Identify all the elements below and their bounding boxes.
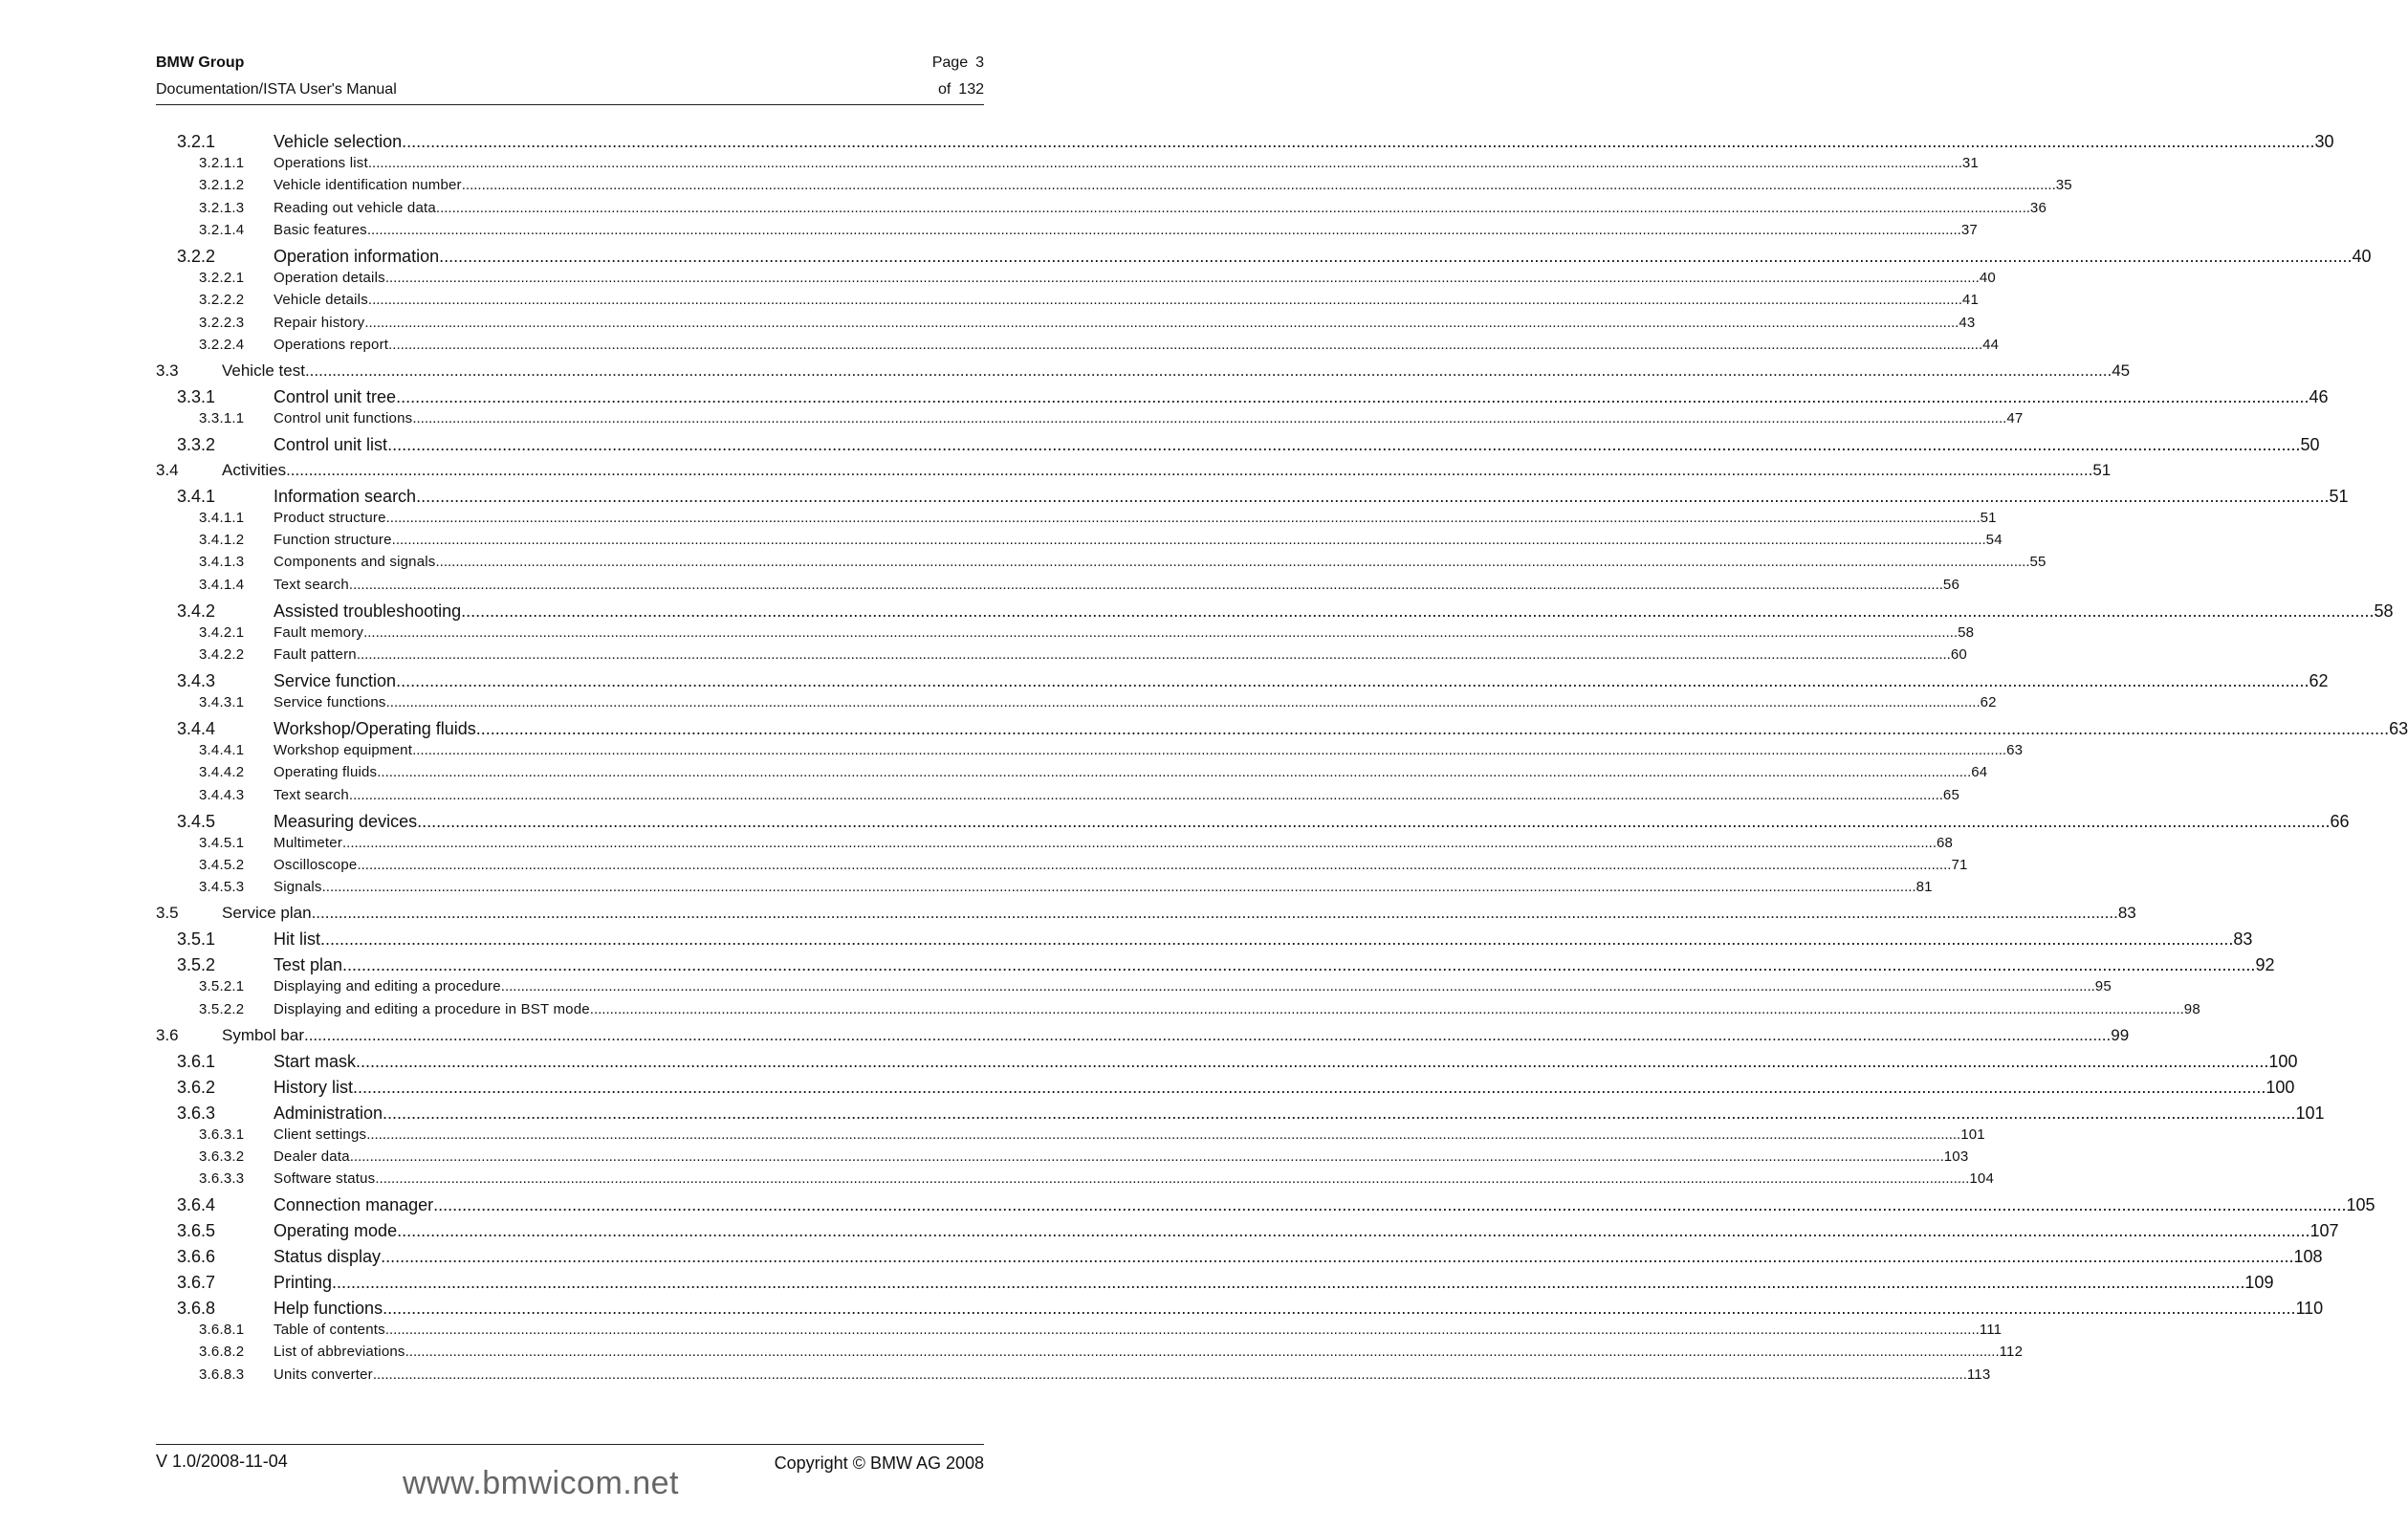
toc-label[interactable]: Help functions [274,1299,383,1319]
toc-number: 3.6.3.2 [199,1148,245,1165]
toc-label[interactable]: Displaying and editing a procedure in BST mode [274,1000,590,1017]
dot-leader: ................................................................................................................................................................................................................................................................................................................................................................................................................ [356,646,1951,663]
toc-number: 3.3.1 [177,386,216,406]
toc-number: 3.6.3.1 [199,1126,245,1143]
toc-page-number: 111 [1979,1322,2003,1339]
toc-label[interactable]: Table of contents [274,1322,385,1339]
dot-leader: ................................................................................................................................................................................................................................................................................................................................................................................................................ [375,1170,1970,1188]
toc-label[interactable]: Operating mode [274,1221,398,1241]
toc-entry[interactable] [156,460,2112,480]
toc-number: 3.4.1.2 [199,532,245,549]
toc-label[interactable]: Control unit functions [274,409,413,426]
toc-label[interactable]: Operation details [274,269,385,286]
dot-leader: ................................................................................................................................................................................................................................................................................................................................................................................................................ [349,1148,1944,1165]
dot-leader: ................................................................................................................................................................................................................................................................................................................................................................................................................ [589,1000,2184,1017]
toc-entry[interactable] [156,786,1959,803]
toc-entry[interactable] [156,361,2131,381]
toc-number: 3.4.4.1 [199,742,245,758]
toc-label[interactable]: Signals [274,879,322,896]
toc-entry[interactable] [156,1366,1991,1383]
dot-leader: ................................................................................................................................................................................................................................................................................................................................................................................................................ [391,532,1986,549]
toc-number: 3.4.1.4 [199,576,245,593]
toc-number: 3.4.3.1 [199,694,245,710]
toc-label[interactable]: Vehicle selection [274,132,403,151]
dot-leader: ................................................................................................................................................................................................................................................................................................................................................................................................................ [372,1366,1967,1383]
toc-label[interactable]: Operating fluids [274,764,378,781]
dot-leader: ................................................................................................................................................................................................................................................................................................................................................................................................................ [348,576,1943,593]
dot-leader: ................................................................................................................................................................................................................................................................................................................................................................................................................ [417,811,2331,831]
toc-label[interactable]: Hit list [274,929,320,950]
toc-page-number: 109 [2244,1273,2274,1293]
toc-entry[interactable] [156,177,2072,194]
toc-number: 3.4.4 [177,719,216,738]
toc-number: 3.5.2.1 [199,978,245,995]
toc-number: 3.4.5 [177,811,216,831]
toc-entry[interactable] [156,314,1976,331]
toc-entry[interactable] [156,386,2329,407]
toc-number: 3.4.4.3 [199,786,245,803]
toc-entry[interactable] [156,1195,2375,1215]
page-header [156,53,984,105]
toc-entry[interactable] [156,132,2334,152]
dot-leader: ................................................................................................................................................................................................................................................................................................................................................................................................................ [387,434,2301,454]
toc-number: 3.6.8 [177,1299,216,1319]
toc-label[interactable]: Status display [274,1247,382,1267]
toc-number: 3.2.1.2 [199,177,245,194]
toc-label[interactable]: List of abbreviations [274,1344,405,1361]
toc-number: 3.4.5.3 [199,879,245,896]
dot-leader: ................................................................................................................................................................................................................................................................................................................................................................................................................ [311,904,2118,923]
toc-page-number: 47 [2006,409,2024,426]
dot-leader: ................................................................................................................................................................................................................................................................................................................................................................................................................ [364,314,1959,331]
toc-page-number: 99 [2111,1025,2130,1044]
dot-leader: ................................................................................................................................................................................................................................................................................................................................................................................................................ [384,1322,1980,1339]
toc-entry[interactable] [156,1025,2130,1045]
toc-label[interactable]: Oscilloscope [274,856,358,873]
toc-number: 3.6.1 [177,1051,216,1071]
toc-entry[interactable] [156,509,1997,526]
toc-page-number: 62 [1980,694,1997,710]
toc-entry[interactable] [156,601,2394,622]
toc-page-number: 63 [2006,742,2024,758]
copyright: Copyright © BMW AG 2008 [774,1454,984,1473]
toc-page-number: 44 [1982,336,2000,353]
toc-page-number: 54 [1985,532,2003,549]
toc-page-number: 64 [1971,764,1988,781]
toc-entry[interactable] [156,532,2003,549]
toc-entry[interactable] [156,694,1997,710]
toc-label[interactable]: Control unit tree [274,386,397,406]
toc-number: 3.5 [156,904,179,923]
dot-leader: ................................................................................................................................................................................................................................................................................................................................................................................................................ [388,336,1983,353]
toc-number: 3.4.1.1 [199,509,245,526]
dot-leader: ................................................................................................................................................................................................................................................................................................................................................................................................................ [332,1273,2245,1293]
toc-label[interactable]: Displaying and editing a procedure [274,978,501,995]
dot-leader: ................................................................................................................................................................................................................................................................................................................................................................................................................ [303,1025,2112,1044]
toc-number: 3.5.2.2 [199,1000,245,1017]
toc-label[interactable]: Start mask [274,1051,357,1071]
page-total [938,81,984,98]
toc-page-number: 65 [1942,786,1959,803]
toc-number: 3.6.8.3 [199,1366,245,1383]
toc-entry[interactable] [156,554,2047,571]
toc-number: 3.4.1 [177,486,216,506]
toc-page-number: 100 [2266,1077,2295,1097]
dot-leader: ................................................................................................................................................................................................................................................................................................................................................................................................................ [439,246,2353,266]
toc-page-number: 55 [2029,554,2047,571]
toc-entry[interactable] [156,1000,2200,1017]
document-title: Documentation/ISTA User's Manual [156,81,397,98]
toc-page-number: 103 [1943,1148,1969,1165]
toc-page-number: 50 [2300,434,2320,454]
toc-page-number: 105 [2346,1195,2375,1215]
toc-label[interactable]: Vehicle identification number [274,177,462,194]
toc-number: 3.2.2.2 [199,292,245,309]
toc-entry[interactable] [156,929,2253,950]
dot-leader: ................................................................................................................................................................................................................................................................................................................................................................................................................ [353,1077,2266,1097]
toc-page-number: 40 [1979,269,1996,286]
toc-entry[interactable] [156,155,1979,171]
toc-label[interactable]: Fault pattern [274,646,357,663]
toc-label[interactable]: Vehicle test [222,361,305,380]
toc-label[interactable]: Printing [274,1273,333,1293]
toc-number: 3.6.5 [177,1221,216,1241]
toc-entry[interactable] [156,1273,2274,1293]
toc-label[interactable]: Units converter [274,1366,373,1383]
toc-number: 3.4.2.1 [199,623,245,641]
dot-leader: ................................................................................................................................................................................................................................................................................................................................................................................................................ [357,856,1952,873]
toc-page-number: 101 [1960,1126,1985,1143]
toc-number: 3.6.6 [177,1247,216,1267]
toc-page-number: 113 [1966,1366,1991,1383]
toc-entry[interactable] [156,199,2047,216]
dot-leader: ................................................................................................................................................................................................................................................................................................................................................................................................................ [435,554,2030,571]
dot-leader: ................................................................................................................................................................................................................................................................................................................................................................................................................ [348,786,1943,803]
company-name: BMW Group [156,55,245,71]
dot-leader: ................................................................................................................................................................................................................................................................................................................................................................................................................ [367,155,1962,171]
toc-number: 3.2.2.1 [199,269,245,286]
toc-label[interactable]: Text search [274,786,349,803]
toc-page-number: 35 [2055,177,2072,194]
dot-leader: ................................................................................................................................................................................................................................................................................................................................................................................................................ [383,1299,2296,1319]
toc-label[interactable]: Administration [274,1103,383,1123]
toc-entry[interactable] [156,1170,1995,1188]
toc-label[interactable]: Workshop equipment [274,742,413,758]
toc-number: 3.6 [156,1025,179,1044]
dot-leader: ................................................................................................................................................................................................................................................................................................................................................................................................................ [384,269,1980,286]
toc-label[interactable]: Basic features [274,221,367,238]
toc-label[interactable]: History list [274,1077,354,1097]
toc-number: 3.3.1.1 [199,409,245,426]
toc-entry[interactable] [156,742,2024,758]
toc-entry[interactable] [156,486,2349,507]
toc-number: 3.2.2.4 [199,336,245,353]
toc-page-number: 45 [2112,361,2131,380]
toc-page-number: 56 [1942,576,1959,593]
toc-page-number: 37 [1960,221,1978,238]
toc-page-number: 100 [2268,1051,2298,1071]
toc-page-number: 43 [1959,314,1976,331]
toc-page-number: 58 [2374,601,2394,621]
dot-leader: ................................................................................................................................................................................................................................................................................................................................................................................................................ [461,601,2375,621]
dot-leader: ................................................................................................................................................................................................................................................................................................................................................................................................................ [405,1344,2000,1361]
toc-page-number: 83 [2117,904,2136,923]
dot-leader: ................................................................................................................................................................................................................................................................................................................................................................................................................ [402,132,2315,151]
dot-leader: ................................................................................................................................................................................................................................................................................................................................................................................................................ [363,623,1959,641]
dot-leader: ................................................................................................................................................................................................................................................................................................................................................................................................................ [500,978,2095,995]
toc-entry[interactable] [156,1051,2298,1072]
dot-leader: ................................................................................................................................................................................................................................................................................................................................................................................................................ [356,1051,2269,1071]
toc-page-number: 46 [2309,386,2329,406]
page-total-value: 132 [958,81,984,98]
toc-number: 3.3.2 [177,434,216,454]
toc-number: 3.2.2.3 [199,314,245,331]
toc-entry[interactable] [156,1148,1969,1165]
toc-entry[interactable] [156,623,1975,641]
dot-leader: ................................................................................................................................................................................................................................................................................................................................................................................................................ [381,1247,2294,1267]
toc-entry[interactable] [156,434,2320,455]
toc-number: 3.2.2 [177,246,216,266]
toc-entry[interactable] [156,576,1959,593]
toc-entry[interactable] [156,834,1954,851]
toc-entry[interactable] [156,1344,2024,1361]
toc-entry[interactable] [156,336,2000,353]
toc-label[interactable]: Service plan [222,904,312,923]
toc-label[interactable]: Repair history [274,314,365,331]
toc-label[interactable]: Test plan [274,955,343,975]
toc-page-number: 36 [2029,199,2047,216]
dot-leader: ................................................................................................................................................................................................................................................................................................................................................................................................................ [385,694,1981,710]
toc-page-number: 112 [1999,1344,2024,1361]
toc-entry[interactable] [156,955,2275,975]
toc-label[interactable]: Function structure [274,532,392,549]
toc-page-number: 95 [2094,978,2112,995]
toc-number: 3.4.5.2 [199,856,245,873]
toc-entry[interactable] [156,1126,1985,1143]
toc-page-number: 83 [2233,929,2253,950]
toc-number: 3.4.2.2 [199,646,245,663]
toc-entry[interactable] [156,856,1968,873]
dot-leader: ................................................................................................................................................................................................................................................................................................................................................................................................................ [433,1195,2347,1215]
toc-label[interactable]: Control unit list [274,434,388,454]
toc-entry[interactable] [156,811,2350,832]
toc-entry[interactable] [156,719,2408,739]
toc-entry[interactable] [156,904,2136,923]
toc-label[interactable]: Reading out vehicle data [274,199,436,216]
toc-page-number: 108 [2293,1247,2323,1267]
toc-label[interactable]: Product structure [274,509,386,526]
toc-number: 3.6.2 [177,1077,216,1097]
toc-label[interactable]: Activities [222,460,287,479]
toc-number: 3.4.3 [177,671,216,690]
watermark-url: www.bmwicom.net [402,1465,679,1501]
toc-number: 3.6.8.1 [199,1322,245,1339]
toc-number: 3.4.5.1 [199,834,245,851]
toc-number: 3.2.1.3 [199,199,245,216]
dot-leader: ................................................................................................................................................................................................................................................................................................................................................................................................................ [342,955,2256,975]
toc-entry[interactable] [156,978,2112,995]
toc-entry[interactable] [156,671,2329,691]
toc-entry[interactable] [156,409,2024,426]
toc-page-number: 71 [1951,856,1968,873]
toc-label[interactable]: Components and signals [274,554,436,571]
page-number-value: 3 [975,55,984,71]
toc-page-number: 40 [2352,246,2372,266]
toc-number: 3.6.4 [177,1195,216,1215]
toc-number: 3.5.2 [177,955,216,975]
toc-label[interactable]: Fault memory [274,623,364,641]
toc-label[interactable]: Operation information [274,246,440,266]
dot-leader: ................................................................................................................................................................................................................................................................................................................................................................................................................ [416,486,2330,506]
toc-label[interactable]: Assisted troubleshooting [274,601,462,621]
toc-label[interactable]: Dealer data [274,1148,350,1165]
dot-leader: ................................................................................................................................................................................................................................................................................................................................................................................................................ [461,177,2056,194]
toc-entry[interactable] [156,1103,2325,1124]
dot-leader: ................................................................................................................................................................................................................................................................................................................................................................................................................ [366,221,1961,238]
toc-page-number: 68 [1937,834,1954,851]
toc-page-number: 104 [1969,1170,1995,1188]
toc-entry[interactable] [156,1077,2295,1098]
toc-page-number: 58 [1958,623,1975,641]
dot-leader: ................................................................................................................................................................................................................................................................................................................................................................................................................ [397,1221,2310,1241]
dot-leader: ................................................................................................................................................................................................................................................................................................................................................................................................................ [321,879,1916,896]
page-label: Page [931,55,969,71]
dot-leader: ................................................................................................................................................................................................................................................................................................................................................................................................................ [367,292,1962,309]
toc-number: 3.6.3.3 [199,1170,245,1188]
toc-entry[interactable] [156,879,1933,896]
toc-entry[interactable] [156,646,1967,663]
toc-entry[interactable] [156,1322,2003,1339]
toc-page-number: 92 [2255,955,2275,975]
toc-page-number: 60 [1950,646,1967,663]
toc-number: 3.5.1 [177,929,216,950]
toc-number: 3.6.8.2 [199,1344,245,1361]
toc-number: 3.2.1.4 [199,221,245,238]
toc-label[interactable]: Text search [274,576,349,593]
toc-page-number: 81 [1915,879,1933,896]
dot-leader: ................................................................................................................................................................................................................................................................................................................................................................................................................ [396,386,2309,406]
dot-leader: ................................................................................................................................................................................................................................................................................................................................................................................................................ [342,834,1937,851]
toc-label[interactable]: Service function [274,671,397,690]
toc-page-number: 98 [2183,1000,2200,1017]
dot-leader: ................................................................................................................................................................................................................................................................................................................................................................................................................ [320,929,2234,950]
toc-entry[interactable] [156,1221,2339,1241]
toc-entry[interactable] [156,1247,2323,1267]
toc-entry[interactable] [156,246,2372,267]
dot-leader: ................................................................................................................................................................................................................................................................................................................................................................................................................ [286,460,2093,479]
toc-number: 3.2.1 [177,132,216,151]
toc-label[interactable]: Operations report [274,336,389,353]
toc-label[interactable]: Vehicle details [274,292,368,309]
toc-label[interactable]: Workshop/Operating fluids [274,719,476,738]
toc-entry[interactable] [156,221,1978,238]
dot-leader: ................................................................................................................................................................................................................................................................................................................................................................................................................ [412,742,2007,758]
toc-entry[interactable] [156,764,1988,781]
dot-leader: ................................................................................................................................................................................................................................................................................................................................................................................................................ [366,1126,1961,1143]
toc-page-number: 62 [2309,671,2329,690]
toc-page-number: 110 [2295,1299,2324,1319]
toc-label[interactable]: Software status [274,1170,376,1188]
toc-label[interactable]: Multimeter [274,834,343,851]
page-number [932,55,984,72]
version-date: V 1.0/2008-11-04 [156,1452,288,1471]
dot-leader: ................................................................................................................................................................................................................................................................................................................................................................................................................ [396,671,2309,690]
toc-page-number: 101 [2295,1103,2325,1123]
toc-number: 3.4 [156,460,179,479]
toc-page-number: 51 [1980,509,1997,526]
dot-leader: ................................................................................................................................................................................................................................................................................................................................................................................................................ [383,1103,2296,1123]
toc-page-number: 63 [2389,719,2408,738]
toc-entry[interactable] [156,1299,2324,1319]
toc-page-number: 31 [1961,155,1979,171]
of-label: of [937,81,952,98]
toc-number: 3.4.1.3 [199,554,245,571]
toc-number: 3.3 [156,361,179,380]
toc-label[interactable]: Information search [274,486,417,506]
toc-entry[interactable] [156,269,1996,286]
toc-number: 3.6.3 [177,1103,216,1123]
toc-label[interactable]: Connection manager [274,1195,434,1215]
dot-leader: ................................................................................................................................................................................................................................................................................................................................................................................................................ [475,719,2390,738]
toc-number: 3.4.4.2 [199,764,245,781]
toc-page-number: 51 [2329,486,2349,506]
dot-leader: ................................................................................................................................................................................................................................................................................................................................................................................................................ [385,509,1981,526]
toc-label[interactable]: Operations list [274,155,368,171]
toc-page-number: 107 [2309,1221,2339,1241]
toc-page-number: 66 [2330,811,2350,831]
toc-label[interactable]: Symbol bar [222,1025,304,1044]
toc-number: 3.6.7 [177,1273,216,1293]
toc-page-number: 30 [2314,132,2334,151]
toc-label[interactable]: Service functions [274,694,386,710]
toc-number: 3.2.1.1 [199,155,245,171]
toc-label[interactable]: Measuring devices [274,811,418,831]
toc-label[interactable]: Client settings [274,1126,367,1143]
toc-entry[interactable] [156,292,1979,309]
toc-number: 3.4.2 [177,601,216,621]
dot-leader: ................................................................................................................................................................................................................................................................................................................................................................................................................ [304,361,2112,380]
dot-leader: ................................................................................................................................................................................................................................................................................................................................................................................................................ [435,199,2030,216]
dot-leader: ................................................................................................................................................................................................................................................................................................................................................................................................................ [377,764,1972,781]
toc-page-number: 51 [2092,460,2112,479]
toc-page-number: 41 [1961,292,1979,309]
dot-leader: ................................................................................................................................................................................................................................................................................................................................................................................................................ [412,409,2007,426]
